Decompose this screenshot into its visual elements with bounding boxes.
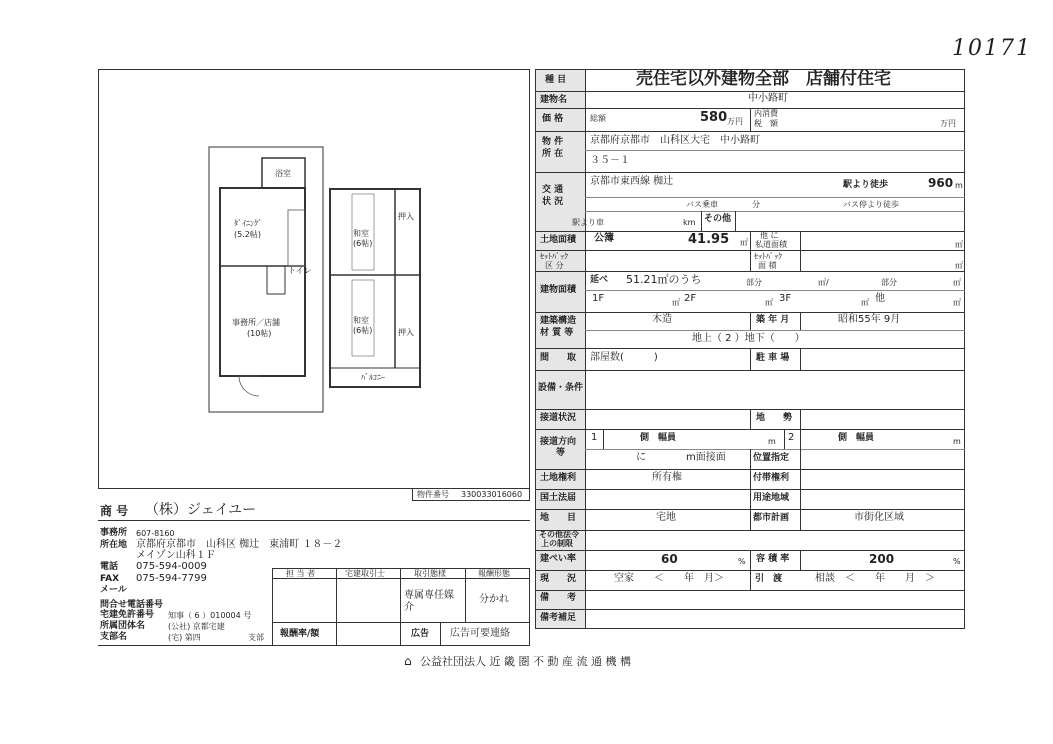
footer-logo-icon: ⌂: [404, 654, 412, 668]
office-postal: 607-8160: [136, 529, 175, 538]
agent-label: 宅建取引士: [345, 569, 385, 578]
license-label: 宅建免許番号: [100, 610, 155, 620]
tax-sep: [750, 108, 751, 131]
floor-other: 他: [875, 293, 885, 304]
bcr-pct: %: [738, 557, 746, 566]
row-line: [535, 271, 965, 272]
land-right: 所有権: [652, 472, 682, 483]
floor-1f: 1F: [592, 293, 605, 304]
parking-sep: [750, 348, 751, 370]
parking-label: 駐 車 場: [756, 353, 790, 363]
row-line-light: [585, 330, 965, 331]
row-line: [535, 590, 965, 591]
mail-label: メール: [100, 585, 127, 595]
walk-unit: m: [955, 181, 963, 190]
category-label: 種 目: [545, 75, 567, 85]
company-address2: メイゾン山科１Ｆ: [136, 550, 216, 561]
agent-mid-line: [272, 622, 530, 623]
walk-value: 960: [928, 176, 954, 190]
far-sep: [750, 550, 751, 590]
row-line: [535, 530, 965, 531]
total-floor-label: 延べ: [590, 275, 609, 285]
fp-oshiire-1: 押入: [398, 212, 414, 221]
transport-label-1: 交 通: [542, 185, 564, 195]
fee-label: 報酬形態: [478, 569, 510, 578]
far-label: 容 積 率: [756, 554, 790, 564]
row-line: [535, 172, 965, 173]
side-2-width: 側 幅員: [838, 433, 875, 443]
company-name: （株）ジェイユー: [145, 502, 257, 518]
floorplan-panel: [98, 69, 530, 489]
part-1: 部分: [746, 278, 762, 287]
footer: 公益社団法人 近 畿 圏 不 動 産 流 通 機 構: [420, 655, 631, 668]
attached-sep2: [800, 469, 801, 509]
side2-sep2: [800, 429, 801, 449]
side-1: 1: [591, 432, 598, 443]
sqm-2f: ㎡: [765, 298, 773, 307]
sqm-3f: ㎡: [861, 298, 869, 307]
label-col-line: [585, 69, 586, 629]
road-status-label: 接道状況: [540, 413, 577, 423]
terrain-sep2: [800, 409, 801, 429]
agent-v2: [400, 568, 401, 646]
current: 空家 ＜ 年 月＞: [614, 573, 724, 584]
bldg-area-label: 建物面積: [540, 285, 577, 295]
company-name-label: 商 号: [100, 504, 129, 518]
use-area-label: 用途地域: [753, 493, 790, 503]
bus-minute: 分: [752, 200, 760, 209]
deal-label: 取引態様: [414, 569, 446, 578]
handwritten-id: 10171: [952, 36, 1032, 61]
company-address: 京都府京都市 山科区 椥辻 東浦町 １８－２: [136, 539, 343, 550]
nat-law-label: 国土法届: [540, 493, 577, 503]
land-area-unit: ㎡: [740, 238, 748, 247]
built-label: 築 年 月: [756, 315, 790, 325]
agent-v3: [465, 568, 466, 622]
fp-washitsu-1-size: (6帖): [353, 239, 373, 248]
private-sep2: [800, 231, 801, 271]
floors: 地上（ 2 ）地下（ ）: [692, 333, 805, 344]
fp-washitsu-1: 和室: [353, 229, 369, 238]
price-unit: 万円: [727, 117, 743, 126]
remarks-extra-label: 備考補足: [540, 613, 577, 623]
built-sep: [750, 312, 751, 330]
floor-2f: 2F: [684, 293, 697, 304]
structure: 木造: [652, 314, 672, 325]
building-name: 中小路町: [748, 93, 788, 104]
row-line-light: [585, 290, 965, 291]
ad: 広告可要連絡: [450, 628, 510, 639]
fp-dining: ﾀﾞｲﾆﾝｸﾞ: [234, 219, 262, 228]
attached-sep: [750, 469, 751, 509]
line: 京都市東西線 椥辻: [590, 176, 674, 187]
structure-label-2: 材 質 等: [540, 328, 574, 338]
car-label: 駅より車: [572, 218, 604, 227]
road-dir-label-1: 接道方向: [540, 437, 577, 447]
other-restrict-label-2: 上の制限: [541, 539, 573, 548]
fax: 075-594-7799: [136, 573, 207, 584]
far-sep2: [800, 550, 801, 570]
tel-label: 電話: [100, 562, 119, 572]
sqm-slash: ㎡/: [818, 278, 829, 287]
setback-unit: ㎡: [955, 261, 963, 270]
side1-sep: [603, 429, 604, 449]
position-sep: [750, 449, 751, 469]
tax-label-1: 内消費: [754, 109, 778, 118]
inquiry-label: 問合せ電話番号: [100, 600, 164, 610]
bcr: 60: [661, 552, 678, 566]
attached-right-label: 付帯権利: [753, 473, 790, 483]
staff-label: 担 当 者: [286, 569, 316, 578]
row-line: [535, 370, 965, 371]
tax-unit: 万円: [940, 119, 956, 128]
location-label-2: 所 在: [542, 149, 564, 159]
city-plan: 市街化区域: [854, 512, 904, 523]
built-sep2: [800, 312, 801, 330]
far: 200: [869, 552, 895, 566]
other-restrict-label-1: その他法令: [539, 530, 579, 539]
layout-label: 間 取: [540, 353, 577, 363]
other-sep2: [735, 211, 736, 231]
price-label: 価 格: [542, 114, 564, 124]
address-2: ３５－１: [590, 155, 630, 166]
property-no-box: [412, 488, 530, 501]
private-road-label-1: 他 に: [760, 231, 779, 240]
bus-walk: バス停より徒歩: [843, 200, 899, 209]
agent-v4: [336, 622, 337, 646]
structure-label-1: 建築構造: [540, 316, 577, 326]
property-no-label: 物件番号: [417, 490, 449, 499]
row-line: [535, 131, 965, 132]
fp-balcony: ﾊﾞﾙｺﾆｰ: [361, 373, 385, 382]
side-2: 2: [788, 432, 795, 443]
building-name-label: 建物名: [540, 95, 568, 105]
sqm-1f: ㎡: [672, 298, 680, 307]
total-floor: 51.21㎡のうち: [626, 273, 702, 286]
parking-sep2: [800, 348, 801, 370]
side2-sep: [784, 429, 785, 449]
setback-label-1: ｾｯﾄﾊﾞｯｸ: [540, 252, 568, 261]
part-2: 部分: [881, 278, 897, 287]
row-line: [535, 429, 965, 430]
setback-area-label-2: 面 積: [758, 261, 777, 270]
private-sep: [750, 231, 751, 271]
land-area-label: 土地面積: [540, 235, 577, 245]
land-right-label: 土地権利: [540, 473, 577, 483]
private-road-label-2: 私道面積: [755, 240, 787, 249]
fp-office: 事務所／店舗: [232, 318, 280, 327]
association: (公社) 京都宅建: [168, 622, 225, 631]
property-no: 330033016060: [461, 490, 523, 499]
price: 580: [700, 110, 728, 125]
land-cat: 宅地: [656, 512, 676, 523]
terrain-sep: [750, 409, 751, 429]
branch: (宅) 第四: [168, 633, 201, 642]
other-label: その他: [704, 214, 732, 224]
rooms: 部屋数( ): [590, 352, 658, 363]
sqm-other: ㎡: [953, 298, 961, 307]
transport-label-2: 状 況: [542, 197, 564, 207]
row-line-light: [585, 150, 965, 151]
position-label: 位置指定: [753, 453, 790, 463]
side-1-unit: m: [768, 437, 776, 446]
fee: 分かれ: [479, 594, 509, 605]
bcr-label: 建ぺい率: [540, 554, 577, 564]
agent-v1: [336, 568, 337, 622]
fp-office-size: (10帖): [247, 329, 272, 338]
company-top-line: [98, 488, 530, 489]
office-label: 事務所: [100, 528, 128, 538]
row-line: [535, 609, 965, 610]
built: 昭和55年 9月: [838, 314, 901, 325]
license: 知事（ 6 ）010004 号: [168, 611, 252, 620]
terrain-label: 地 勢: [756, 413, 793, 423]
private-road-unit: ㎡: [955, 240, 963, 249]
row-line-light: [585, 211, 965, 212]
fp-washitsu-2-size: (6帖): [353, 326, 373, 335]
km: km: [683, 218, 696, 227]
frontage: に m面接面: [636, 452, 726, 463]
other-sep: [701, 211, 702, 231]
land-cat-label: 地 目: [540, 513, 577, 523]
tel: 075-594-0009: [136, 561, 207, 572]
fp-dining-size: (5.2帖): [234, 230, 261, 239]
location-label-1: 物 件: [542, 137, 564, 147]
facilities-label: 設備・条件: [538, 383, 584, 393]
remarks-label: 備 考: [540, 593, 577, 603]
fp-oshiire-2: 押入: [398, 328, 414, 337]
land-kind: 公簿: [594, 233, 614, 244]
agent-header-line: [272, 578, 530, 579]
agent-v5: [440, 622, 441, 646]
city-plan-label: 都市計画: [753, 513, 790, 523]
branch-label: 支部名: [100, 632, 128, 642]
company-name-line: [98, 520, 530, 521]
position-sep2: [800, 449, 801, 469]
sqm-1: ㎡: [953, 278, 961, 287]
row-line: [535, 91, 965, 92]
land-area: 41.95: [688, 232, 730, 247]
total-label: 総額: [590, 114, 606, 123]
handover-label: 引 渡: [755, 574, 783, 584]
side-2-unit: m: [953, 437, 961, 446]
fp-washitsu-2: 和室: [353, 316, 369, 325]
floor-3f: 3F: [779, 293, 792, 304]
fax-label: FAX: [100, 574, 120, 584]
address: 京都府京都市 山科区大宅 中小路町: [590, 135, 760, 146]
fp-toilet: トイレ: [288, 266, 312, 275]
side-1-width: 側 幅員: [640, 433, 677, 443]
category: 売住宅以外建物全部 店舗付住宅: [636, 69, 891, 89]
city-sep2: [800, 509, 801, 530]
road-dir-label-2: 等: [556, 448, 566, 458]
city-sep: [750, 509, 751, 530]
fee-rate-label: 報酬率/額: [280, 629, 320, 639]
far-pct: %: [953, 557, 961, 566]
current-label: 現 況: [540, 574, 577, 584]
address-label: 所在地: [100, 540, 128, 550]
floorplan-drawing: [99, 70, 529, 488]
fp-bath: 浴室: [275, 169, 291, 178]
row-line-light: [585, 449, 965, 450]
setback-area-label-1: ｾｯﾄﾊﾞｯｸ: [754, 252, 782, 261]
setback-label-2: 区 分: [545, 261, 564, 270]
walk-label: 駅より徒歩: [843, 180, 889, 190]
tax-label-2: 税 額: [754, 119, 778, 128]
handover: 相談 ＜ 年 月 ＞: [815, 573, 935, 584]
branch-suffix: 支部: [248, 633, 264, 642]
ad-label: 広告: [411, 629, 430, 639]
row-line-light: [585, 197, 965, 198]
association-label: 所属団体名: [100, 621, 146, 631]
deal: 専属専任媒介: [404, 590, 454, 613]
bus-ride: バス乗車: [686, 200, 718, 209]
